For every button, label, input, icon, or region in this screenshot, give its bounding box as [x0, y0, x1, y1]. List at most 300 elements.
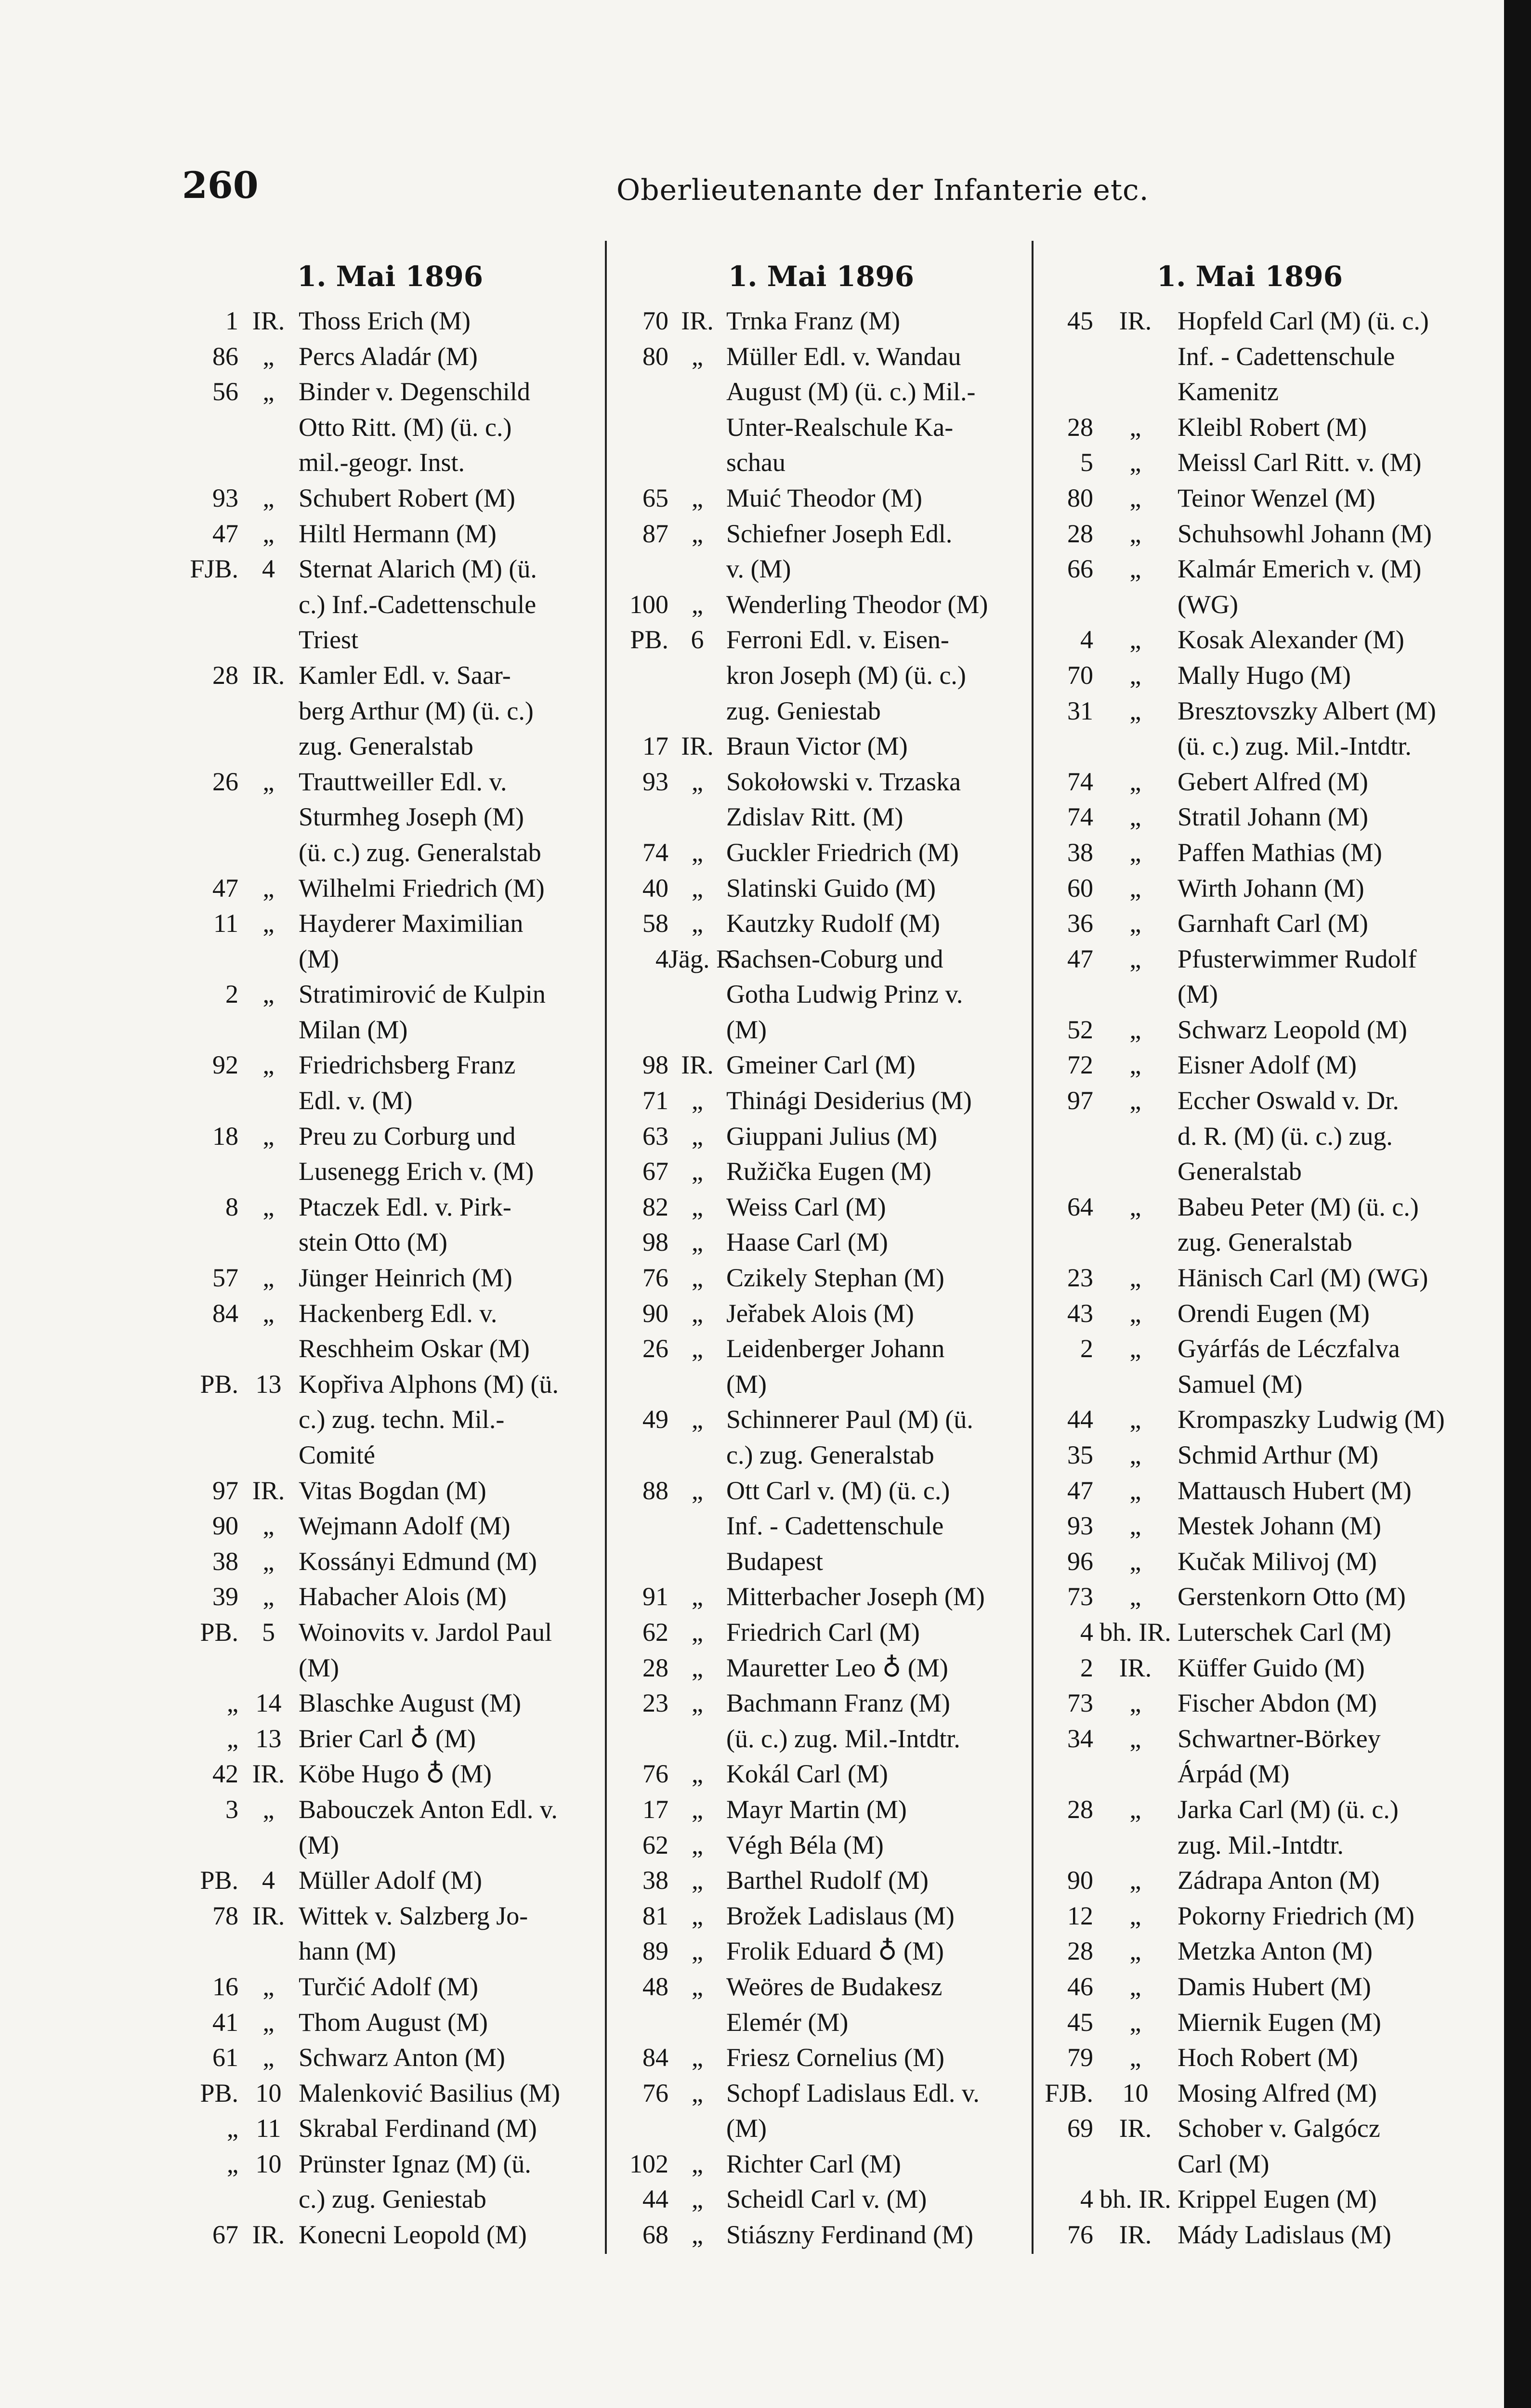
regiment-number: 84	[642, 2043, 668, 2072]
officer-entry: zug. Generalstab	[1178, 1228, 1352, 1257]
unit-abbreviation: „	[1129, 1546, 1141, 1576]
officer-entry: August (M) (ü. c.) Mil.-	[726, 377, 976, 406]
roster-line	[183, 1756, 602, 1792]
officer-entry: Zdislav Ritt. (M)	[726, 802, 903, 832]
regiment-number: 38	[642, 1866, 668, 1895]
unit-abbreviation: „	[1129, 519, 1141, 548]
officer-entry: Mayr Martin (M)	[726, 1794, 907, 1824]
roster-line	[1035, 658, 1464, 694]
roster-line	[611, 871, 1030, 906]
officer-entry: Muić Theodor (M)	[726, 483, 922, 512]
roster-line	[1035, 2040, 1464, 2076]
unit-abbreviation: „	[262, 519, 275, 548]
officer-entry: Paffen Mathias (M)	[1178, 838, 1382, 867]
roster-line	[611, 1260, 1030, 1296]
roster-line	[611, 1792, 1030, 1828]
officer-entry: (M)	[726, 1369, 767, 1399]
officer-entry: Végh Béla (M)	[726, 1830, 884, 1859]
unit-abbreviation: „	[692, 2185, 703, 2214]
unit-abbreviation: „	[692, 1582, 703, 1611]
unit-abbreviation: „	[692, 1298, 703, 1328]
regiment-number: 2	[1080, 1653, 1093, 1682]
regiment-number: 4	[1080, 625, 1093, 654]
officer-entry: Hänisch Carl (M) (WG)	[1178, 1263, 1428, 1293]
officer-entry: Konecni Leopold (M)	[299, 2220, 527, 2250]
regiment-number: „	[227, 2149, 238, 2178]
unit-abbreviation: IR.	[681, 732, 714, 761]
roster-line	[183, 1083, 602, 1119]
roster-line	[611, 729, 1030, 764]
officer-entry: Thinági Desiderius (M)	[726, 1086, 972, 1115]
officer-entry: Carl (M)	[1178, 2149, 1269, 2178]
officer-entry: c.) zug. techn. Mil.-	[299, 1405, 505, 1434]
roster-line	[1035, 445, 1464, 481]
roster-line	[1035, 1331, 1464, 1367]
unit-abbreviation: „	[1129, 1511, 1141, 1541]
officer-entry: Müller Adolf (M)	[299, 1866, 482, 1895]
officer-entry: Weiss Carl (M)	[726, 1192, 886, 1221]
roster-line	[183, 1615, 602, 1650]
officer-entry: Kopřiva Alphons (M) (ü.	[299, 1369, 559, 1399]
unit-abbreviation: „	[1129, 1050, 1141, 1080]
column-1	[183, 303, 602, 2253]
roster-line	[611, 1579, 1030, 1615]
roster-line	[1035, 587, 1464, 623]
officer-entry: Jünger Heinrich (M)	[299, 1263, 512, 1293]
roster-line	[183, 1225, 602, 1260]
roster-line	[183, 729, 602, 764]
officer-entry: Barthel Rudolf (M)	[726, 1866, 929, 1895]
regiment-number: 57	[212, 1263, 238, 1293]
roster-line	[183, 1969, 602, 2005]
unit-abbreviation: „	[262, 1192, 275, 1221]
officer-entry: Slatinski Guido (M)	[726, 873, 936, 903]
officer-entry: Gotha Ludwig Prinz v.	[726, 980, 963, 1009]
regiment-number: 17	[642, 732, 668, 761]
regiment-number: 89	[642, 1937, 668, 1966]
unit-abbreviation: „	[692, 1972, 703, 2001]
officer-entry: (M)	[1178, 980, 1218, 1009]
roster-line	[1035, 2182, 1464, 2217]
regiment-number: 98	[642, 1050, 668, 1080]
regiment-number: 1	[225, 306, 238, 335]
roster-line	[611, 1721, 1030, 1757]
regiment-number: 45	[1067, 306, 1093, 335]
regiment-number: 76	[642, 1759, 668, 1789]
regiment-number: 47	[212, 519, 238, 548]
officer-entry: v. (M)	[726, 554, 791, 584]
column-2	[611, 303, 1030, 2253]
officer-entry: Budapest	[726, 1546, 823, 1576]
regiment-number: 4	[1080, 2185, 1093, 2214]
regiment-number: 47	[1067, 944, 1093, 973]
roster-line	[1035, 481, 1464, 516]
officer-entry: Schmid Arthur (M)	[1178, 1440, 1378, 1469]
officer-entry: Reschheim Oskar (M)	[299, 1334, 530, 1363]
unit-abbreviation: „	[262, 2043, 275, 2072]
roster-line	[1035, 1438, 1464, 1473]
officer-entry: Friedrichsberg Franz	[299, 1050, 516, 1080]
roster-line	[183, 1686, 602, 1721]
officer-entry: Orendi Eugen (M)	[1178, 1298, 1370, 1328]
column-1-heading: 1. Mai 1896	[297, 260, 484, 293]
regiment-number: 80	[642, 341, 668, 371]
officer-entry: Schwarz Anton (M)	[299, 2043, 505, 2072]
unit-abbreviation: IR.	[1119, 2220, 1152, 2250]
roster-line	[1035, 374, 1464, 410]
roster-line	[1035, 1579, 1464, 1615]
roster-line	[1035, 1012, 1464, 1048]
unit-abbreviation: „	[692, 1688, 703, 1718]
officer-entry: Gebert Alfred (M)	[1178, 767, 1368, 796]
officer-entry: Hiltl Hermann (M)	[299, 519, 497, 548]
officer-entry: Richter Carl (M)	[726, 2149, 901, 2178]
officer-entry: Mestek Johann (M)	[1178, 1511, 1381, 1541]
roster-line	[183, 1296, 602, 1332]
unit-abbreviation: „	[1129, 625, 1141, 654]
regiment-number: 93	[642, 767, 668, 796]
roster-line	[1035, 1367, 1464, 1402]
unit-abbreviation: „	[692, 1901, 703, 1930]
officer-entry: (M)	[299, 944, 339, 973]
officer-entry: Lusenegg Erich v. (M)	[299, 1157, 534, 1186]
officer-entry: Bresztovszky Albert (M)	[1178, 696, 1436, 725]
roster-line	[183, 1579, 602, 1615]
column-3	[1035, 303, 1464, 2253]
officer-entry: Friedrich Carl (M)	[726, 1617, 920, 1647]
unit-abbreviation: 4	[262, 554, 275, 584]
regiment-number: 66	[1067, 554, 1093, 584]
regiment-number: 93	[1067, 1511, 1093, 1541]
roster-line	[183, 977, 602, 1012]
unit-abbreviation: IR.	[252, 660, 285, 690]
roster-line	[1035, 942, 1464, 977]
officer-entry: Hoch Robert (M)	[1178, 2043, 1358, 2072]
regiment-number: 5	[1080, 448, 1093, 477]
regiment-number: 47	[212, 873, 238, 903]
unit-abbreviation: IR.	[1119, 2114, 1152, 2143]
unit-abbreviation: „	[262, 1582, 275, 1611]
regiment-number: 84	[212, 1298, 238, 1328]
unit-abbreviation: „	[1129, 1972, 1141, 2001]
roster-line	[183, 1544, 602, 1580]
unit-abbreviation: IR.	[681, 306, 714, 335]
regiment-number: 31	[1067, 696, 1093, 725]
unit-abbreviation: „	[692, 1794, 703, 1824]
regiment-number: PB.	[630, 625, 668, 654]
officer-entry: Wenderling Theodor (M)	[726, 589, 988, 619]
regiment-number: 48	[642, 1972, 668, 2001]
roster-line	[1035, 1225, 1464, 1260]
roster-line	[611, 1296, 1030, 1332]
regiment-number: 11	[213, 909, 238, 938]
officer-entry: Kleibl Robert (M)	[1178, 412, 1367, 442]
officer-entry: (M)	[726, 2114, 767, 2143]
unit-abbreviation: Jäg. R.	[668, 944, 740, 973]
roster-line	[1035, 551, 1464, 587]
officer-entry: Kamler Edl. v. Saar-	[299, 660, 511, 690]
unit-abbreviation: „	[262, 767, 275, 796]
unit-abbreviation: 6	[691, 625, 704, 654]
roster-line	[611, 1508, 1030, 1544]
officer-entry: d. R. (M) (ü. c.) zug.	[1178, 1121, 1393, 1151]
roster-line	[1035, 729, 1464, 764]
roster-line	[183, 622, 602, 658]
roster-line	[611, 1083, 1030, 1119]
officer-entry: Friesz Cornelius (M)	[726, 2043, 944, 2072]
roster-line	[1035, 1969, 1464, 2005]
roster-line	[183, 2111, 602, 2146]
roster-line	[611, 1225, 1030, 1260]
roster-line	[611, 835, 1030, 871]
unit-abbreviation: 11	[256, 2114, 281, 2143]
unit-abbreviation: „	[1129, 554, 1141, 584]
regiment-number: PB.	[200, 1866, 238, 1895]
regiment-number: 28	[212, 660, 238, 690]
roster-line	[1035, 1190, 1464, 1225]
roster-line	[183, 410, 602, 445]
officer-entry: Giuppani Julius (M)	[726, 1121, 937, 1151]
unit-abbreviation: „	[1129, 1688, 1141, 1718]
officer-entry: Otto Ritt. (M) (ü. c.)	[299, 412, 512, 442]
officer-entry: Sachsen-Coburg und	[726, 944, 943, 973]
roster-line	[611, 622, 1030, 658]
roster-line	[611, 1438, 1030, 1473]
roster-line	[1035, 2146, 1464, 2182]
roster-line	[611, 1615, 1030, 1650]
unit-abbreviation: „	[692, 873, 703, 903]
officer-entry: Sturmheg Joseph (M)	[299, 802, 524, 832]
regiment-number: 46	[1067, 1972, 1093, 2001]
unit-abbreviation: 14	[255, 1688, 282, 1718]
unit-abbreviation: „	[1129, 1405, 1141, 1434]
officer-entry: Percs Aladár (M)	[299, 341, 478, 371]
unit-abbreviation: IR.	[681, 1050, 714, 1080]
officer-entry: Mauretter Leo ♁ (M)	[726, 1653, 948, 1682]
roster-line	[611, 977, 1030, 1012]
regiment-number: 78	[212, 1901, 238, 1930]
unit-abbreviation: „	[692, 1830, 703, 1859]
unit-abbreviation: „	[262, 1972, 275, 2001]
regiment-number: 82	[642, 1192, 668, 1221]
officer-entry: Ptaczek Edl. v. Pirk-	[299, 1192, 511, 1221]
roster-line	[611, 1012, 1030, 1048]
roster-line	[183, 2076, 602, 2111]
roster-line	[1035, 871, 1464, 906]
roster-line	[183, 1260, 602, 1296]
unit-abbreviation: „	[1129, 2043, 1141, 2072]
roster-line	[183, 1331, 602, 1367]
officer-entry: Stratimirović de Kulpin	[299, 980, 546, 1009]
regiment-number: 26	[642, 1334, 668, 1363]
officer-entry: Schubert Robert (M)	[299, 483, 515, 512]
officer-entry: Binder v. Degenschild	[299, 377, 530, 406]
roster-line	[1035, 1473, 1464, 1509]
unit-abbreviation: „	[1129, 838, 1141, 867]
unit-abbreviation: 4	[262, 1866, 275, 1895]
officer-entry: Leidenberger Johann	[726, 1334, 945, 1363]
officer-entry: Schuhsowhl Johann (M)	[1178, 519, 1432, 548]
regiment-number: 96	[1067, 1546, 1093, 1576]
officer-entry: Ferroni Edl. v. Eisen-	[726, 625, 949, 654]
roster-line	[611, 1934, 1030, 1969]
unit-abbreviation: „	[692, 341, 703, 371]
roster-line	[1035, 694, 1464, 729]
officer-entry: Prünster Ignaz (M) (ü.	[299, 2149, 531, 2178]
unit-abbreviation: „	[692, 1617, 703, 1647]
unit-abbreviation: „	[1129, 1582, 1141, 1611]
officer-entry: Vitas Bogdan (M)	[299, 1476, 486, 1505]
regiment-number: 28	[1067, 1794, 1093, 1824]
unit-abbreviation: „	[1129, 1937, 1141, 1966]
unit-abbreviation: „	[1129, 412, 1141, 442]
roster-line	[183, 2040, 602, 2076]
officer-entry: c.) Inf.-Cadettenschule	[299, 589, 537, 619]
officer-entry: Sokołowski v. Trzaska	[726, 767, 961, 796]
roster-line	[611, 2146, 1030, 2182]
regiment-number: 56	[212, 377, 238, 406]
officer-entry: Blaschke August (M)	[299, 1688, 521, 1718]
unit-abbreviation: „	[1129, 2007, 1141, 2037]
unit-abbreviation: „	[1129, 696, 1141, 725]
roster-line	[611, 1756, 1030, 1792]
roster-line	[183, 1898, 602, 1934]
officer-entry: Schwarz Leopold (M)	[1178, 1015, 1407, 1044]
regiment-number: 2	[225, 980, 238, 1009]
regiment-number: 64	[1067, 1192, 1093, 1221]
regiment-number: 58	[642, 909, 668, 938]
officer-entry: Ružička Eugen (M)	[726, 1157, 931, 1186]
officer-entry: Babouczek Anton Edl. v.	[299, 1794, 558, 1824]
roster-line	[1035, 1260, 1464, 1296]
officer-entry: Sternat Alarich (M) (ü.	[299, 554, 537, 584]
roster-line	[1035, 303, 1464, 339]
regiment-number: 40	[642, 873, 668, 903]
unit-abbreviation: „	[1129, 1794, 1141, 1824]
regiment-number: 38	[1067, 838, 1093, 867]
roster-line	[611, 1190, 1030, 1225]
officer-entry: mil.-geogr. Inst.	[299, 448, 465, 477]
officer-entry: Kossányi Edmund (M)	[299, 1546, 537, 1576]
officer-entry: Unter-Realschule Ka-	[726, 412, 954, 442]
officer-entry: Damis Hubert (M)	[1178, 1972, 1371, 2001]
unit-abbreviation: „	[1129, 660, 1141, 690]
roster-line	[611, 1047, 1030, 1083]
unit-abbreviation: 5	[262, 1617, 275, 1647]
regiment-number: PB.	[200, 2078, 238, 2107]
roster-line	[183, 2005, 602, 2041]
roster-line	[611, 1119, 1030, 1154]
regiment-number: 73	[1067, 1688, 1093, 1718]
officer-entry: Mády Ladislaus (M)	[1178, 2220, 1391, 2250]
roster-line	[611, 445, 1030, 481]
roster-line	[611, 1863, 1030, 1898]
roster-line	[611, 303, 1030, 339]
unit-abbreviation: „	[692, 1405, 703, 1434]
regiment-number: 79	[1067, 2043, 1093, 2072]
unit-abbreviation: „	[692, 1121, 703, 1151]
unit-abbreviation: „	[692, 1476, 703, 1505]
unit-abbreviation: „	[692, 1192, 703, 1221]
roster-line	[183, 764, 602, 800]
unit-abbreviation: „	[692, 1653, 703, 1682]
roster-line	[1035, 1650, 1464, 1686]
officer-entry: Inf. - Cadettenschule	[1178, 341, 1395, 371]
officer-entry: zug. Mil.-Intdtr.	[1178, 1830, 1344, 1859]
regiment-number: 17	[642, 1794, 668, 1824]
officer-entry: Teinor Wenzel (M)	[1178, 483, 1375, 512]
regiment-number: 2	[1080, 1334, 1093, 1363]
roster-line	[183, 871, 602, 906]
regiment-number: 62	[642, 1617, 668, 1647]
officer-entry: Brier Carl ♁ (M)	[299, 1724, 476, 1753]
regiment-number: 100	[629, 589, 668, 619]
unit-abbreviation: IR.	[252, 1901, 285, 1930]
regiment-number: 36	[1067, 909, 1093, 938]
roster-line	[183, 2182, 602, 2217]
unit-abbreviation: „	[692, 519, 703, 548]
regiment-number: 97	[1067, 1086, 1093, 1115]
regiment-number: 39	[212, 1582, 238, 1611]
regiment-number: 73	[1067, 1582, 1093, 1611]
unit-abbreviation: „	[1129, 767, 1141, 796]
unit-abbreviation: 10	[255, 2149, 282, 2178]
roster-line	[1035, 1402, 1464, 1438]
roster-line	[183, 2146, 602, 2182]
roster-line	[611, 2111, 1030, 2146]
unit-abbreviation: „	[262, 980, 275, 1009]
regiment-number: 47	[1067, 1476, 1093, 1505]
regiment-number: 70	[642, 306, 668, 335]
officer-entry: Scheidl Carl v. (M)	[726, 2185, 927, 2214]
roster-line	[1035, 1721, 1464, 1757]
officer-entry: Gmeiner Carl (M)	[726, 1050, 916, 1080]
roster-line	[183, 374, 602, 410]
column-rule	[1032, 241, 1034, 2254]
unit-abbreviation: „	[692, 1937, 703, 1966]
roster-line	[611, 658, 1030, 694]
regiment-number: 90	[642, 1298, 668, 1328]
officer-entry: Woinovits v. Jardol Paul	[299, 1617, 552, 1647]
officer-entry: Edl. v. (M)	[299, 1086, 413, 1115]
officer-entry: Turčić Adolf (M)	[299, 1972, 478, 2001]
officer-entry: Milan (M)	[299, 1015, 408, 1044]
officer-entry: zug. Generalstab	[299, 732, 473, 761]
regiment-number: 71	[642, 1086, 668, 1115]
regiment-number: 88	[642, 1476, 668, 1505]
officer-entry: hann (M)	[299, 1937, 396, 1966]
regiment-number: 38	[212, 1546, 238, 1576]
unit-abbreviation: IR.	[252, 1759, 285, 1789]
unit-abbreviation: „	[692, 767, 703, 796]
unit-abbreviation: „	[1129, 1476, 1141, 1505]
roster-line	[1035, 977, 1464, 1012]
unit-abbreviation: „	[262, 873, 275, 903]
unit-abbreviation: „	[1129, 1440, 1141, 1469]
regiment-number: 4	[655, 944, 668, 973]
roster-line	[1035, 1296, 1464, 1332]
unit-abbreviation: „	[692, 1157, 703, 1186]
officer-entry: Guckler Friedrich (M)	[726, 838, 959, 867]
officer-entry: Kamenitz	[1178, 377, 1279, 406]
officer-entry: schau	[726, 448, 785, 477]
officer-entry: Jeřabek Alois (M)	[726, 1298, 914, 1328]
regiment-number: 67	[642, 1157, 668, 1186]
regiment-number: 74	[1067, 802, 1093, 832]
roster-line	[611, 481, 1030, 516]
regiment-number: 91	[642, 1582, 668, 1611]
officer-entry: Garnhaft Carl (M)	[1178, 909, 1368, 938]
